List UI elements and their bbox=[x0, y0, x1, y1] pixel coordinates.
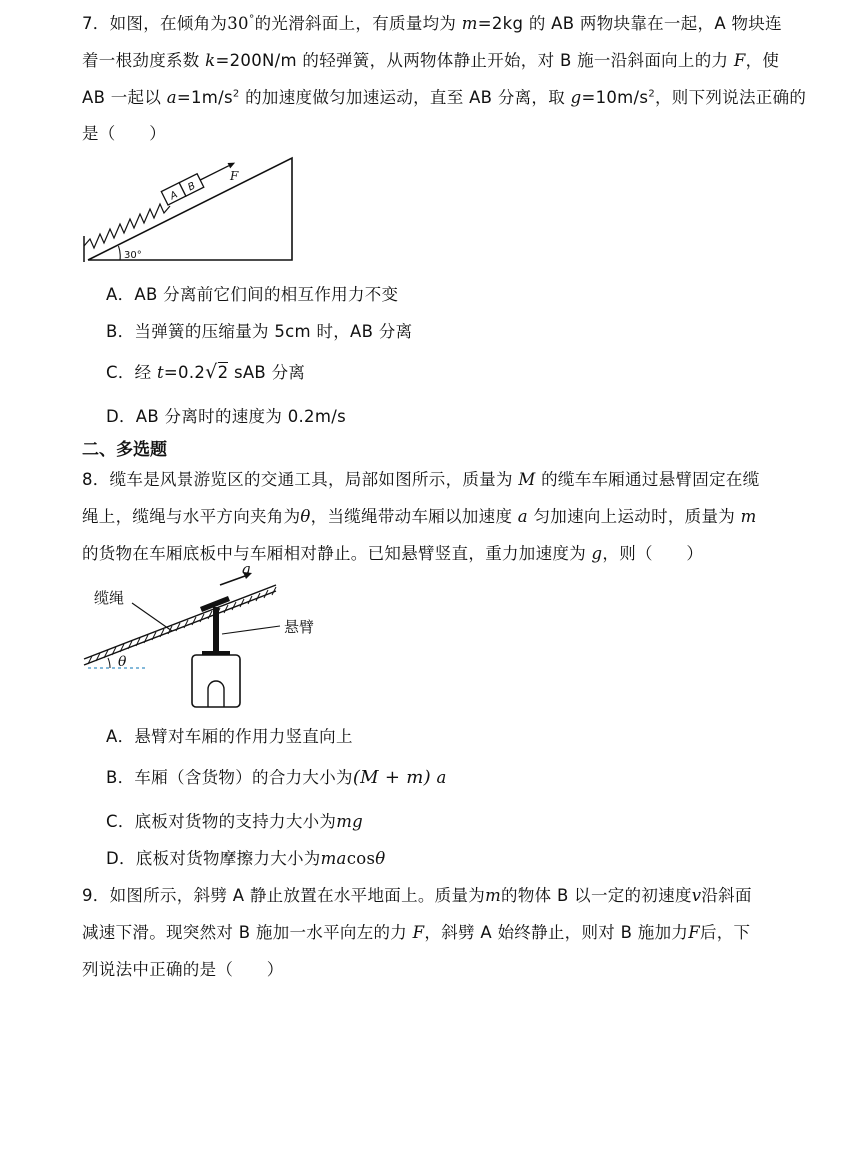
text: =1m/s bbox=[176, 88, 233, 107]
block-a-label: A bbox=[168, 189, 180, 203]
q9-stem-line-1 bbox=[82, 882, 752, 906]
q7-stem-line-2 bbox=[82, 47, 779, 71]
q7-option-a[interactable]: A．AB 分离前它们间的相互作用力不变 bbox=[106, 285, 399, 304]
text: 的缆车车厢通过悬臂固定在缆 bbox=[535, 470, 760, 489]
q7-stem-line-1 bbox=[82, 10, 782, 34]
text: 减速下滑。现突然对 B 施加一水平向左的力 bbox=[82, 923, 413, 942]
exponent: 2 bbox=[232, 88, 240, 100]
q8-option-a[interactable]: A．悬臂对车厢的作用力竖直向上 bbox=[106, 727, 353, 746]
text: 8．缆车是风景游览区的交通工具，局部如图所示，质量为 bbox=[82, 470, 519, 489]
var-m: m bbox=[461, 14, 478, 33]
var-g: g bbox=[570, 88, 582, 107]
math-cos: cos bbox=[346, 849, 376, 868]
text: 是（ ） bbox=[82, 124, 166, 143]
var-k: k bbox=[205, 51, 216, 70]
q8-stem-line-1 bbox=[82, 466, 760, 490]
q8-option-c[interactable] bbox=[106, 808, 363, 832]
text: ，当缆绳带动车厢以加速度 bbox=[310, 507, 518, 526]
force-label: F bbox=[230, 169, 239, 183]
var-theta: θ bbox=[300, 507, 311, 526]
text: =0.2 bbox=[163, 363, 206, 382]
text: 匀加速向上运动时，质量为 bbox=[527, 507, 741, 526]
block-b-label: B bbox=[186, 180, 198, 194]
q7-option-b[interactable]: B．当弹簧的压缩量为 5cm 时，AB 分离 bbox=[106, 322, 413, 341]
var-F: F bbox=[688, 923, 700, 942]
var-m: m bbox=[740, 507, 757, 526]
q9-stem-line-2 bbox=[82, 919, 750, 943]
text: C．底板对货物的支持力大小为 bbox=[106, 812, 337, 831]
text: ，使 bbox=[745, 51, 780, 70]
var-g: g bbox=[591, 544, 603, 563]
var-a: a bbox=[517, 507, 528, 526]
text: B．车厢（含货物）的合力大小为 bbox=[106, 768, 353, 787]
text: 后，下 bbox=[699, 923, 751, 942]
q8-stem-line-3 bbox=[82, 540, 703, 564]
q8-stem-line-2 bbox=[82, 503, 757, 527]
var-m: m bbox=[485, 886, 502, 905]
q8-option-d[interactable] bbox=[106, 845, 385, 869]
text: ，斜劈 A 始终静止，则对 B 施加力 bbox=[424, 923, 689, 942]
cable-label: 缆绳 bbox=[94, 589, 125, 607]
q7-option-d[interactable]: D．AB 分离时的速度为 0.2m/s bbox=[106, 407, 346, 426]
sqrt-sign: √ bbox=[205, 361, 218, 383]
q7-option-c[interactable] bbox=[106, 359, 305, 383]
q8-cable-car-figure bbox=[80, 565, 340, 710]
text: =200N/m 的轻弹簧，从两物体静止开始，对 B 施一沿斜面向上的力 bbox=[215, 51, 734, 70]
var-a: a bbox=[436, 768, 447, 787]
text: 7．如图，在倾角为 bbox=[82, 14, 228, 33]
text: =2kg 的 AB 两物块靠在一起，A 物块连 bbox=[477, 14, 782, 33]
text: AB 一起以 bbox=[82, 88, 167, 107]
text: 的光滑斜面上，有质量均为 bbox=[254, 14, 462, 33]
text: =10m/s bbox=[581, 88, 649, 107]
arm-label: 悬臂 bbox=[284, 618, 315, 636]
math-expression: mg bbox=[336, 812, 364, 831]
text: 的货物在车厢底板中与车厢相对静止。已知悬臂竖直，重力加速度为 bbox=[82, 544, 592, 563]
text: 绳上，缆绳与水平方向夹角为 bbox=[82, 507, 301, 526]
var-a: a bbox=[166, 88, 177, 107]
angle-label: 30° bbox=[124, 250, 142, 261]
q7-incline-figure bbox=[80, 150, 300, 268]
text: 的物体 B 以一定的初速度 bbox=[501, 886, 692, 905]
section-heading: 二、多选题 bbox=[82, 440, 167, 460]
text: 的加速度做匀加速运动，直至 AB 分离，取 bbox=[239, 88, 571, 107]
var-F: F bbox=[412, 923, 425, 942]
degree-sign: ° bbox=[248, 12, 255, 26]
text: 沿斜面 bbox=[701, 886, 752, 905]
exponent: 2 bbox=[648, 88, 655, 100]
var-v: v bbox=[691, 886, 702, 905]
text: 9．如图所示，斜劈 A 静止放置在水平地面上。质量为 bbox=[82, 886, 486, 905]
text: C．经 bbox=[106, 363, 157, 382]
math-ma: ma bbox=[320, 849, 347, 868]
text: ，则（ ） bbox=[602, 544, 704, 563]
angle-value: 30 bbox=[227, 14, 249, 33]
text: sAB 分离 bbox=[228, 363, 306, 382]
math-expression: (M + m) bbox=[352, 767, 431, 788]
acceleration-label: a bbox=[242, 565, 251, 578]
radicand: 2 bbox=[217, 363, 229, 382]
var-F: F bbox=[733, 51, 746, 70]
text: D．底板对货物摩擦力大小为 bbox=[106, 849, 321, 868]
q9-stem-line-3: 列说法中正确的是（ ） bbox=[82, 960, 284, 979]
q7-stem-line-4 bbox=[82, 120, 166, 144]
q7-stem-line-3 bbox=[82, 84, 806, 108]
q8-option-b[interactable] bbox=[106, 764, 447, 788]
text: ，则下列说法正确的 bbox=[654, 88, 807, 107]
text: 着一根劲度系数 bbox=[82, 51, 206, 70]
var-M: M bbox=[518, 470, 536, 489]
theta-label: θ bbox=[118, 654, 127, 670]
var-t: t bbox=[156, 363, 164, 382]
math-theta: θ bbox=[375, 849, 386, 868]
